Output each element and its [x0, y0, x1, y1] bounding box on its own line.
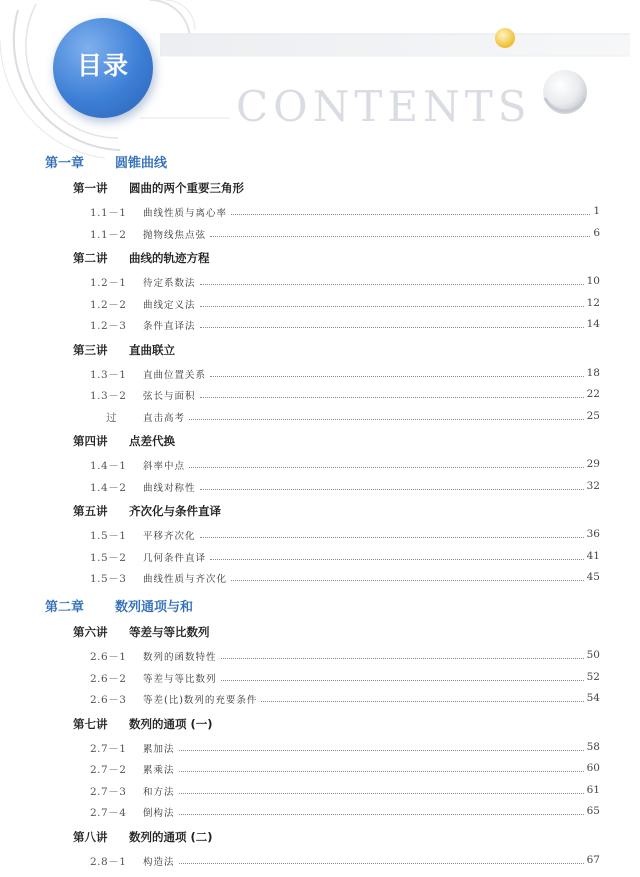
entry-page: 32 — [586, 479, 600, 492]
lecture-heading[interactable] — [73, 503, 221, 519]
entry-title: 条件直译法 — [143, 321, 196, 332]
toc-entry[interactable] — [90, 275, 600, 291]
lecture-label: 第五讲 — [73, 504, 108, 518]
lecture-label: 第八讲 — [73, 829, 108, 844]
entry-page: 1 — [593, 205, 600, 217]
toc-badge-label: 目录 — [76, 51, 129, 80]
entry-page: 14 — [586, 318, 600, 330]
toc-entry[interactable] — [90, 571, 600, 587]
toc-entry[interactable] — [90, 410, 600, 426]
lecture-heading[interactable] — [73, 624, 210, 640]
entry-number: 1.5－3 — [90, 573, 127, 585]
toc-entry[interactable] — [90, 367, 600, 383]
lecture-label: 第二讲 — [73, 251, 108, 265]
entry-number: 1.4－1 — [90, 460, 127, 472]
dot-leader — [179, 771, 584, 772]
entry-page: 65 — [586, 805, 600, 817]
toc-entry[interactable] — [90, 805, 600, 821]
dot-leader — [210, 236, 590, 237]
entry-number: 1.2－1 — [90, 277, 127, 289]
entry-number: 1.1－2 — [90, 228, 127, 241]
lecture-heading[interactable] — [73, 180, 244, 196]
entry-page: 50 — [586, 649, 600, 661]
entry-page: 41 — [586, 549, 600, 562]
toc-entry[interactable] — [90, 762, 600, 778]
lecture-heading[interactable] — [73, 716, 213, 732]
dot-leader — [200, 397, 584, 398]
entry-title: 直击高考 — [143, 412, 186, 424]
toc-entry[interactable] — [90, 227, 600, 243]
toc-entry[interactable] — [90, 649, 600, 665]
toc-entry[interactable] — [90, 205, 600, 221]
entry-page: 45 — [586, 571, 600, 583]
toc-entry[interactable] — [90, 741, 600, 757]
lecture-title: 直曲联立 — [129, 342, 175, 357]
dot-leader — [189, 467, 584, 468]
entry-page: 18 — [586, 366, 600, 379]
entry-number: 2.7－2 — [90, 764, 127, 776]
entry-title: 构造法 — [143, 856, 175, 868]
entry-page: 67 — [586, 853, 600, 866]
toc-entry[interactable] — [90, 388, 600, 404]
dot-leader — [179, 863, 584, 864]
lecture-label: 第四讲 — [73, 434, 108, 448]
lecture-label: 第一讲 — [73, 181, 108, 195]
entry-number: 1.5－1 — [90, 530, 127, 542]
dot-leader — [231, 580, 584, 581]
entry-title: 和方法 — [143, 786, 175, 798]
chapter-title: 圆锥曲线 — [115, 156, 168, 171]
dot-leader — [200, 327, 584, 328]
dot-leader — [179, 750, 584, 751]
entry-title: 数列的函数特性 — [143, 652, 217, 663]
lecture-heading[interactable] — [73, 433, 175, 449]
entry-number: 1.4－2 — [90, 481, 127, 494]
lecture-title: 等差与等比数列 — [129, 625, 210, 639]
lecture-title: 圆曲的两个重要三角形 — [129, 181, 244, 195]
toc-entry[interactable] — [90, 458, 600, 474]
entry-title: 等差与等比数列 — [143, 673, 217, 685]
entry-title: 斜率中点 — [143, 461, 186, 472]
entry-number: 过 — [106, 411, 117, 424]
dot-leader — [179, 814, 584, 815]
entry-title: 直曲位置关系 — [143, 369, 207, 381]
dot-leader — [189, 419, 584, 420]
entry-number: 1.1－1 — [90, 207, 127, 219]
toc-entry[interactable] — [90, 784, 600, 800]
lecture-label: 第三讲 — [73, 342, 108, 357]
entry-number: 2.7－3 — [90, 785, 127, 798]
chapter-heading[interactable] — [45, 596, 193, 615]
lecture-title: 数列的通项 (一) — [129, 716, 213, 731]
entry-page: 36 — [586, 528, 600, 540]
toc-entry[interactable] — [90, 297, 600, 313]
dot-leader — [200, 489, 584, 490]
dot-leader — [179, 793, 584, 794]
chapter-label: 第二章 — [45, 600, 85, 615]
entry-number: 1.3－1 — [90, 368, 127, 381]
dot-leader — [261, 701, 584, 702]
dot-leader — [221, 658, 584, 659]
dot-leader — [200, 306, 584, 307]
entry-page: 61 — [586, 783, 600, 796]
toc-entry[interactable] — [90, 854, 600, 870]
chapter-title: 数列通项与和 — [115, 600, 194, 615]
entry-title: 累加法 — [143, 743, 175, 755]
entry-title: 待定系数法 — [143, 278, 196, 289]
entry-number: 2.6－3 — [90, 694, 127, 706]
lecture-heading[interactable] — [73, 250, 210, 266]
toc-entry[interactable] — [90, 318, 600, 334]
lecture-title: 曲线的轨迹方程 — [129, 251, 210, 265]
chapter-label: 第一章 — [45, 156, 85, 171]
lecture-title: 齐次化与条件直译 — [129, 504, 221, 518]
toc-entry[interactable] — [90, 480, 600, 496]
lecture-heading[interactable] — [73, 829, 213, 845]
entry-number: 2.7－1 — [90, 742, 127, 755]
entry-number: 1.2－3 — [90, 320, 127, 332]
entry-title: 倒构法 — [143, 808, 175, 819]
lecture-title: 数列的通项 (二) — [129, 829, 213, 844]
entry-page: 52 — [586, 670, 600, 683]
entry-title: 等差(比)数列的充要条件 — [143, 695, 258, 706]
dot-leader — [210, 559, 584, 560]
lecture-title: 点差代换 — [129, 434, 175, 448]
entry-title: 曲线性质与离心率 — [143, 208, 228, 219]
entry-title: 平移齐次化 — [143, 531, 196, 542]
entry-title: 几何条件直译 — [143, 552, 207, 564]
entry-number: 2.8－1 — [90, 855, 127, 868]
entry-number: 1.2－2 — [90, 298, 127, 311]
entry-title: 抛物线焦点弦 — [143, 229, 207, 241]
entry-title: 弦长与面积 — [143, 391, 196, 402]
entry-page: 58 — [586, 740, 600, 753]
dot-leader — [210, 376, 584, 377]
dot-leader — [231, 214, 590, 215]
entry-page: 22 — [586, 388, 600, 400]
lecture-label: 第七讲 — [73, 716, 108, 731]
entry-page: 60 — [586, 762, 600, 774]
toc-entry[interactable] — [90, 692, 600, 708]
entry-page: 6 — [593, 226, 600, 239]
entry-page: 12 — [586, 296, 600, 309]
entry-title: 曲线对称性 — [143, 482, 196, 494]
entry-number: 1.5－2 — [90, 551, 127, 564]
entry-page: 25 — [586, 409, 600, 422]
dot-leader — [221, 680, 584, 681]
entry-title: 累乘法 — [143, 765, 175, 776]
dot-leader — [200, 537, 584, 538]
toc-entry[interactable] — [90, 528, 600, 544]
entry-number: 2.7－4 — [90, 807, 127, 819]
toc-entry[interactable] — [90, 671, 600, 687]
entry-title: 曲线性质与齐次化 — [143, 574, 228, 585]
entry-number: 1.3－2 — [90, 390, 127, 402]
entry-page: 29 — [586, 458, 600, 470]
contents-heading: CONTENTS — [236, 82, 532, 131]
entry-title: 曲线定义法 — [143, 299, 196, 311]
entry-page: 10 — [586, 275, 600, 287]
lecture-label: 第六讲 — [73, 625, 108, 639]
entry-page: 54 — [586, 692, 600, 704]
dot-leader — [200, 284, 584, 285]
toc-entry[interactable] — [90, 550, 600, 566]
entry-number: 2.6－2 — [90, 672, 127, 685]
chapter-heading[interactable] — [45, 152, 167, 171]
entry-number: 2.6－1 — [90, 651, 127, 663]
lecture-heading[interactable] — [73, 342, 175, 358]
